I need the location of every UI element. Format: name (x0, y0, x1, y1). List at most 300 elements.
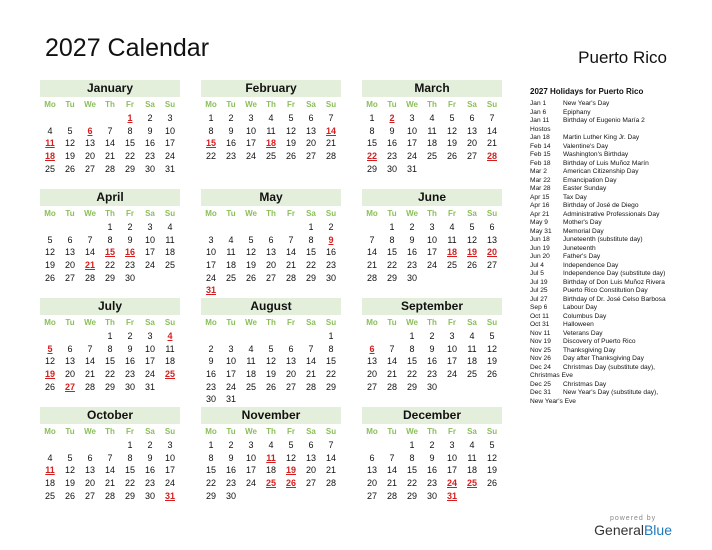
holiday-day-cell: 16 (124, 247, 135, 258)
day-cell: 10 (144, 343, 155, 354)
day-cell (60, 439, 80, 452)
weekday-label: Sa (145, 100, 155, 109)
day-cell: 27 (64, 272, 75, 283)
holiday-date: Nov 25 (530, 346, 551, 354)
day-cell: 20 (366, 478, 377, 489)
holiday-date: Apr 21 (530, 210, 550, 218)
day-cell: 1 (328, 331, 334, 341)
day-cell: 11 (447, 234, 457, 245)
powered-by-text: powered by (609, 515, 657, 522)
day-cell: 14 (104, 465, 115, 476)
weekday-header (362, 425, 502, 439)
day-cell: 13 (486, 234, 497, 245)
day-cell: 4 (228, 234, 234, 245)
day-cell: 12 (486, 343, 497, 354)
day-cell: 18 (265, 465, 276, 476)
holiday-date: Jan 1 (530, 100, 547, 107)
day-cell: 10 (225, 356, 236, 367)
day-cell: 9 (147, 125, 153, 136)
day-cell (261, 221, 281, 234)
weekday-label: Sa (467, 100, 477, 109)
week-row (40, 381, 180, 394)
day-cell: 7 (489, 113, 495, 123)
day-cell: 16 (386, 138, 397, 149)
day-cell: 20 (84, 151, 95, 162)
day-cell: 10 (245, 452, 256, 463)
day-cell (442, 163, 462, 176)
day-cell: 2 (147, 440, 153, 450)
day-cell: 29 (406, 381, 417, 392)
holiday-name: Juneteenth (substitute day) (563, 236, 643, 243)
day-cell: 23 (426, 369, 437, 380)
holiday-item (530, 270, 700, 279)
week-row (201, 330, 341, 343)
holiday-item (530, 168, 700, 177)
week-row (201, 259, 341, 272)
week-row (40, 137, 180, 150)
week-row (362, 355, 502, 368)
day-cell: 12 (466, 234, 477, 245)
day-cell (201, 221, 221, 234)
day-cell: 28 (325, 151, 336, 162)
holiday-day-cell: 1 (127, 113, 133, 123)
holiday-name: Emancipation Day (563, 176, 617, 184)
day-cell: 19 (285, 138, 296, 149)
day-cell: 12 (64, 465, 75, 476)
day-cell: 25 (44, 163, 55, 174)
day-cell: 17 (446, 465, 457, 476)
day-cell: 14 (486, 125, 497, 136)
day-cell: 24 (426, 260, 437, 271)
day-cell: 31 (164, 163, 175, 174)
day-cell: 13 (305, 125, 316, 136)
day-cell: 4 (268, 440, 274, 450)
week-row (201, 343, 341, 356)
holiday-item (530, 347, 700, 356)
day-cell: 27 (466, 151, 477, 162)
day-cell: 15 (325, 356, 336, 367)
day-cell: 26 (446, 151, 457, 162)
day-cell: 24 (205, 272, 216, 283)
day-cell: 19 (44, 260, 55, 271)
month-name: December (362, 407, 502, 424)
holiday-item (530, 194, 700, 203)
day-cell: 14 (104, 138, 115, 149)
day-cell: 17 (406, 138, 417, 149)
weekday-label: Fr (448, 100, 456, 109)
day-cell (261, 490, 281, 503)
day-cell: 26 (44, 272, 55, 283)
day-cell: 28 (104, 163, 115, 174)
day-cell: 10 (144, 234, 155, 245)
day-cell: 24 (225, 381, 236, 392)
day-cell: 6 (489, 222, 495, 232)
holiday-day-cell: 19 (466, 247, 477, 258)
day-cell: 28 (305, 381, 316, 392)
holiday-item (530, 202, 700, 211)
day-cell: 12 (44, 356, 55, 367)
day-cell: 15 (124, 465, 135, 476)
week-row (362, 112, 502, 125)
day-cell (261, 330, 281, 343)
week-row (201, 464, 341, 477)
weekday-label: Th (266, 100, 276, 109)
day-cell: 27 (305, 478, 316, 489)
month-april (40, 189, 180, 297)
day-cell: 13 (64, 356, 75, 367)
weekday-header (201, 425, 341, 439)
day-cell: 7 (389, 452, 395, 463)
week-row (362, 490, 502, 503)
week-row (40, 259, 180, 272)
holiday-day-cell: 25 (164, 369, 175, 380)
weekday-label: Sa (145, 318, 155, 327)
weekday-label: Su (486, 209, 498, 218)
weekday-label: Mo (44, 318, 56, 327)
day-cell (281, 393, 301, 406)
holiday-name: Columbus Day (563, 312, 607, 320)
day-cell: 16 (225, 465, 236, 476)
day-cell (241, 330, 261, 343)
day-cell: 16 (205, 369, 216, 380)
holiday-day-cell: 15 (104, 247, 115, 258)
day-cell (362, 330, 382, 343)
day-cell: 26 (466, 260, 477, 271)
week-row (362, 330, 502, 343)
day-cell: 3 (228, 343, 234, 354)
day-cell: 12 (285, 452, 296, 463)
day-cell: 30 (225, 490, 236, 501)
day-cell: 22 (124, 151, 135, 162)
day-cell: 30 (426, 490, 437, 501)
day-cell: 3 (167, 113, 173, 123)
day-cell (301, 330, 321, 343)
weekday-label: Sa (306, 427, 316, 436)
month-december (362, 407, 502, 515)
holiday-day-cell: 11 (45, 465, 55, 476)
day-cell: 6 (268, 234, 274, 245)
weekday-label: We (245, 318, 257, 327)
day-cell (301, 490, 321, 503)
day-cell (221, 284, 241, 297)
day-cell (241, 490, 261, 503)
holiday-item (530, 313, 700, 322)
day-cell (462, 272, 482, 285)
holiday-item (530, 219, 700, 228)
week-row (362, 259, 502, 272)
day-cell: 21 (366, 260, 377, 271)
day-cell: 8 (389, 234, 395, 245)
day-cell: 2 (228, 440, 234, 450)
day-cell: 4 (167, 222, 173, 232)
day-cell: 13 (64, 247, 75, 258)
day-cell: 8 (127, 452, 133, 463)
holiday-date: Nov 19 (530, 338, 551, 345)
day-cell: 22 (205, 478, 216, 489)
day-cell (40, 330, 60, 343)
day-cell: 18 (164, 356, 175, 367)
holiday-date: Jan 18 (530, 134, 550, 141)
week-row (362, 368, 502, 381)
day-cell (241, 393, 261, 406)
day-cell (482, 163, 502, 176)
day-cell: 17 (245, 465, 256, 476)
day-cell: 21 (325, 465, 336, 476)
week-row (362, 234, 502, 247)
day-cell: 15 (305, 247, 316, 258)
week-row (201, 150, 341, 163)
day-cell: 16 (325, 247, 336, 258)
weekday-label: Mo (44, 427, 56, 436)
weekday-label: We (245, 209, 257, 218)
weekday-label: Th (105, 100, 115, 109)
day-cell (321, 490, 341, 503)
day-cell: 16 (406, 247, 417, 258)
week-row (201, 393, 341, 406)
day-cell: 15 (104, 356, 115, 367)
weekday-label: Th (427, 427, 437, 436)
day-cell: 28 (366, 272, 377, 283)
day-cell: 25 (466, 369, 477, 380)
holiday-date: Dec 25 (530, 380, 551, 388)
week-row (201, 368, 341, 381)
day-cell: 10 (164, 125, 175, 136)
day-cell: 18 (44, 478, 55, 489)
day-cell: 7 (107, 452, 113, 463)
day-cell: 5 (489, 331, 495, 341)
weekday-label: Tu (387, 318, 397, 327)
holiday-date: Mar 22 (530, 176, 551, 184)
day-cell: 7 (369, 234, 375, 245)
day-cell: 8 (208, 452, 214, 463)
weekday-label: Fr (287, 427, 295, 436)
week-row (40, 163, 180, 176)
month-may (201, 189, 341, 297)
holiday-date: Oct 11 (530, 312, 549, 320)
weekday-label: Sa (467, 318, 477, 327)
day-cell: 1 (409, 440, 415, 450)
day-cell: 10 (164, 452, 175, 463)
day-cell: 14 (386, 356, 397, 367)
day-cell: 22 (205, 151, 216, 162)
holiday-name: Valentine's Day (563, 142, 609, 150)
day-cell: 7 (107, 125, 113, 136)
day-cell: 28 (285, 272, 296, 283)
day-cell: 31 (225, 394, 236, 405)
holiday-day-cell: 25 (466, 478, 477, 489)
day-cell: 28 (84, 272, 95, 283)
day-cell: 6 (288, 343, 294, 354)
holiday-name: Independence Day (substitute day) (563, 270, 666, 277)
day-cell: 29 (104, 381, 115, 392)
day-cell: 17 (164, 138, 175, 149)
weekday-label: Su (164, 209, 176, 218)
weekday-label: Mo (44, 209, 56, 218)
weekday-label: Su (486, 100, 498, 109)
day-cell: 3 (248, 440, 254, 450)
week-row (40, 221, 180, 234)
day-cell: 1 (208, 113, 214, 123)
day-cell: 9 (228, 125, 234, 136)
day-cell: 23 (386, 151, 397, 162)
day-cell: 19 (245, 260, 256, 271)
day-cell: 26 (486, 478, 497, 489)
day-cell: 14 (84, 247, 95, 258)
holiday-item (530, 381, 700, 390)
weekday-label: Th (105, 318, 115, 327)
day-cell: 24 (144, 369, 155, 380)
day-cell: 5 (288, 113, 294, 123)
weekday-label: Su (486, 427, 498, 436)
holiday-item (530, 262, 700, 271)
weekday-label: Mo (205, 427, 217, 436)
day-cell (301, 393, 321, 406)
holiday-name: Birthday of José de Diego (563, 202, 639, 209)
day-cell: 21 (84, 369, 95, 380)
holiday-item (530, 245, 700, 254)
day-cell: 16 (144, 138, 155, 149)
day-cell: 24 (245, 478, 256, 489)
day-cell: 27 (84, 163, 95, 174)
week-row (362, 163, 502, 176)
day-cell: 8 (208, 125, 214, 136)
holiday-day-cell: 24 (446, 478, 457, 489)
day-cell (482, 490, 502, 503)
day-cell: 24 (245, 151, 256, 162)
day-cell (241, 221, 261, 234)
holiday-name: Christmas Day (563, 380, 607, 388)
weekday-label: Fr (448, 427, 456, 436)
day-cell: 23 (144, 151, 155, 162)
weekday-label: Fr (287, 318, 295, 327)
holiday-name: Administrative Professionals Day (563, 210, 660, 218)
weekday-label: Tu (65, 318, 75, 327)
holiday-date: Jun 20 (530, 253, 550, 260)
day-cell: 7 (308, 343, 314, 354)
weekday-label: Su (164, 427, 176, 436)
day-cell: 27 (84, 490, 95, 501)
holiday-item (530, 211, 700, 220)
weekday-label: Mo (205, 100, 217, 109)
holiday-name: Thanksgiving Day (563, 346, 616, 354)
weekday-label: Tu (226, 318, 236, 327)
week-row (201, 112, 341, 125)
day-cell: 17 (225, 369, 236, 380)
holiday-day-cell: 20 (486, 247, 497, 258)
weekday-header (40, 425, 180, 439)
day-cell: 14 (84, 356, 95, 367)
day-cell: 13 (305, 452, 316, 463)
week-row (201, 477, 341, 490)
day-cell: 1 (308, 222, 314, 232)
weekday-label: Tu (226, 427, 236, 436)
weekday-header (362, 316, 502, 330)
holiday-date: May 9 (530, 219, 548, 226)
holiday-day-cell: 27 (64, 381, 75, 392)
weekday-header (201, 98, 341, 112)
day-cell: 2 (328, 222, 334, 232)
day-cell: 23 (124, 260, 135, 271)
day-cell: 4 (469, 440, 475, 450)
day-cell: 8 (127, 125, 133, 136)
day-cell: 23 (205, 381, 216, 392)
weekday-label: We (84, 318, 96, 327)
holiday-name: Father's Day (563, 253, 601, 260)
day-cell: 8 (308, 234, 314, 245)
day-cell: 3 (409, 113, 415, 123)
day-cell: 17 (205, 260, 216, 271)
week-row (362, 464, 502, 477)
month-name: June (362, 189, 502, 206)
weekday-label: Mo (205, 318, 217, 327)
weekday-header (40, 98, 180, 112)
holiday-date: Jul 25 (530, 287, 548, 294)
day-cell: 23 (225, 478, 236, 489)
day-cell: 30 (124, 272, 135, 283)
day-cell (140, 272, 160, 285)
day-cell: 6 (369, 452, 375, 463)
day-cell (301, 284, 321, 297)
day-cell: 9 (389, 125, 395, 136)
day-cell: 5 (67, 452, 73, 463)
weekday-label: We (245, 427, 257, 436)
day-cell: 3 (449, 440, 455, 450)
holiday-name: New Year's Day (563, 100, 610, 107)
day-cell (321, 393, 341, 406)
day-cell: 20 (64, 260, 75, 271)
day-cell: 8 (369, 125, 375, 136)
day-cell: 2 (228, 113, 234, 123)
day-cell: 11 (467, 452, 477, 463)
day-cell: 4 (268, 113, 274, 123)
day-cell: 13 (265, 247, 276, 258)
holiday-day-cell: 11 (45, 138, 55, 149)
holiday-day-cell: 22 (366, 151, 377, 162)
holiday-item (530, 160, 700, 169)
day-cell: 1 (127, 440, 133, 450)
holiday-item (530, 389, 700, 398)
month-name: January (40, 80, 180, 97)
holiday-item (530, 109, 700, 118)
week-row (362, 221, 502, 234)
day-cell: 2 (208, 343, 214, 354)
holiday-name: Epiphany (563, 108, 591, 116)
day-cell (60, 330, 80, 343)
day-cell: 5 (47, 234, 53, 245)
weekday-label: Sa (145, 209, 155, 218)
week-row (201, 490, 341, 503)
day-cell: 24 (406, 151, 417, 162)
day-cell: 26 (285, 151, 296, 162)
weekday-label: Fr (126, 318, 134, 327)
day-cell (60, 221, 80, 234)
day-cell: 19 (486, 356, 497, 367)
month-february (201, 80, 341, 188)
day-cell (382, 330, 402, 343)
holiday-name: Washington's Birthday (563, 151, 629, 158)
weekday-header (40, 316, 180, 330)
weekday-label: Th (427, 209, 437, 218)
day-cell: 12 (486, 452, 497, 463)
holiday-date: Nov 11 (530, 329, 551, 337)
month-january (40, 80, 180, 188)
day-cell: 30 (406, 272, 417, 283)
day-cell: 26 (265, 381, 276, 392)
day-cell: 3 (147, 331, 153, 341)
day-cell: 12 (64, 138, 75, 149)
holiday-name: New Year's Day (substitute day), (563, 389, 659, 396)
day-cell: 27 (285, 381, 296, 392)
